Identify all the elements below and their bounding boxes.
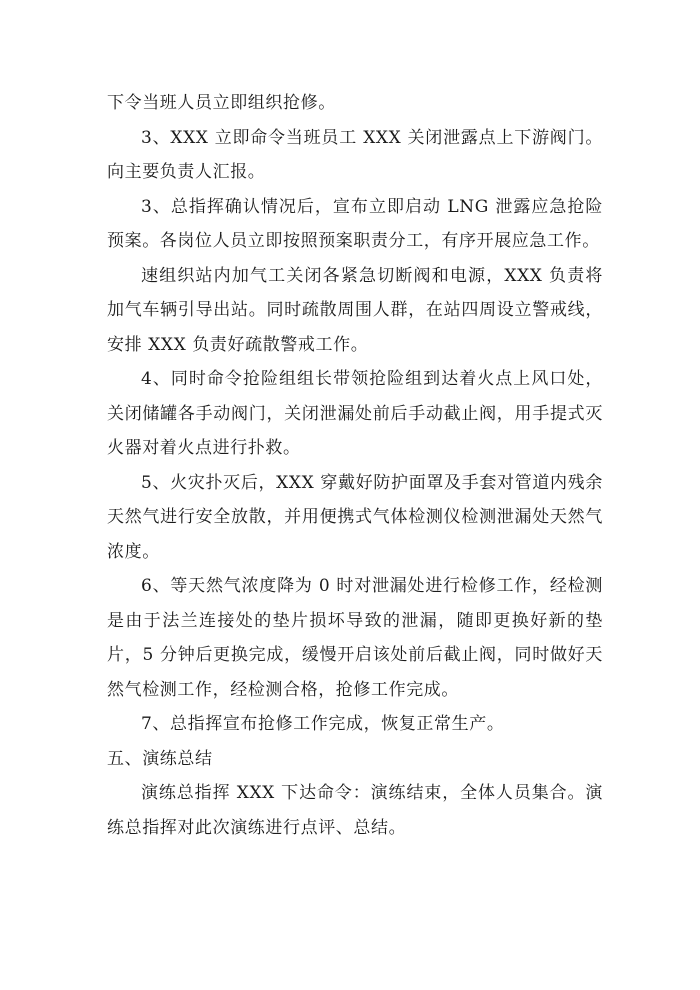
paragraph-step-6: 6、等天然气浓度降为 0 时对泄漏处进行检修工作，经检测是由于法兰连接处的垫片损坏导致的泄漏，随即更换好新的垫片，5 分钟后更换完成，缓慢开启该处前后截止阀，同时做好天然气检测工作，经检测合格，抢修工作完成。 bbox=[107, 576, 603, 700]
paragraph-summary: 演练总指挥 XXX 下达命令：演练结束，全体人员集合。演练总指挥对此次演练进行点评、总结。 bbox=[107, 783, 603, 838]
paragraph-step-3-valves: 3、XXX 立即命令当班员工 XXX 关闭泄露点上下游阀门。向主要负责人汇报。 bbox=[107, 127, 603, 182]
paragraph-step-7: 7、总指挥宣布抢修工作完成，恢复正常生产。 bbox=[141, 714, 505, 734]
paragraph-step-5: 5、火灾扑灭后，XXX 穿戴好防护面罩及手套对管道内残余天然气进行安全放散，并用便携式气体检测仪检测泄漏处天然气浓度。 bbox=[107, 472, 603, 562]
paragraph-step-4: 4、同时命令抢险组组长带领抢险组到达着火点上风口处，关闭储罐各手动阀门，关闭泄漏处前后手动截止阀，用手提式灭火器对着火点进行扑救。 bbox=[107, 369, 603, 458]
paragraph-step-3-plan: 3、总指挥确认情况后，宣布立即启动 LNG 泄露应急抢险预案。各岗位人员立即按照预案职责分工，有序开展应急工作。 bbox=[107, 196, 603, 251]
paragraph-evacuation: 速组织站内加气工关闭各紧急切断阀和电源，XXX 负责将加气车辆引导出站。同时疏散周围人群，在站四周设立警戒线，安排 XXX 负责好疏散警戒工作。 bbox=[107, 265, 603, 355]
section-heading: 五、演练总结 bbox=[107, 748, 213, 769]
paragraph-continuation: 下令当班人员立即组织抢修。 bbox=[107, 93, 336, 113]
document-body bbox=[107, 86, 603, 845]
